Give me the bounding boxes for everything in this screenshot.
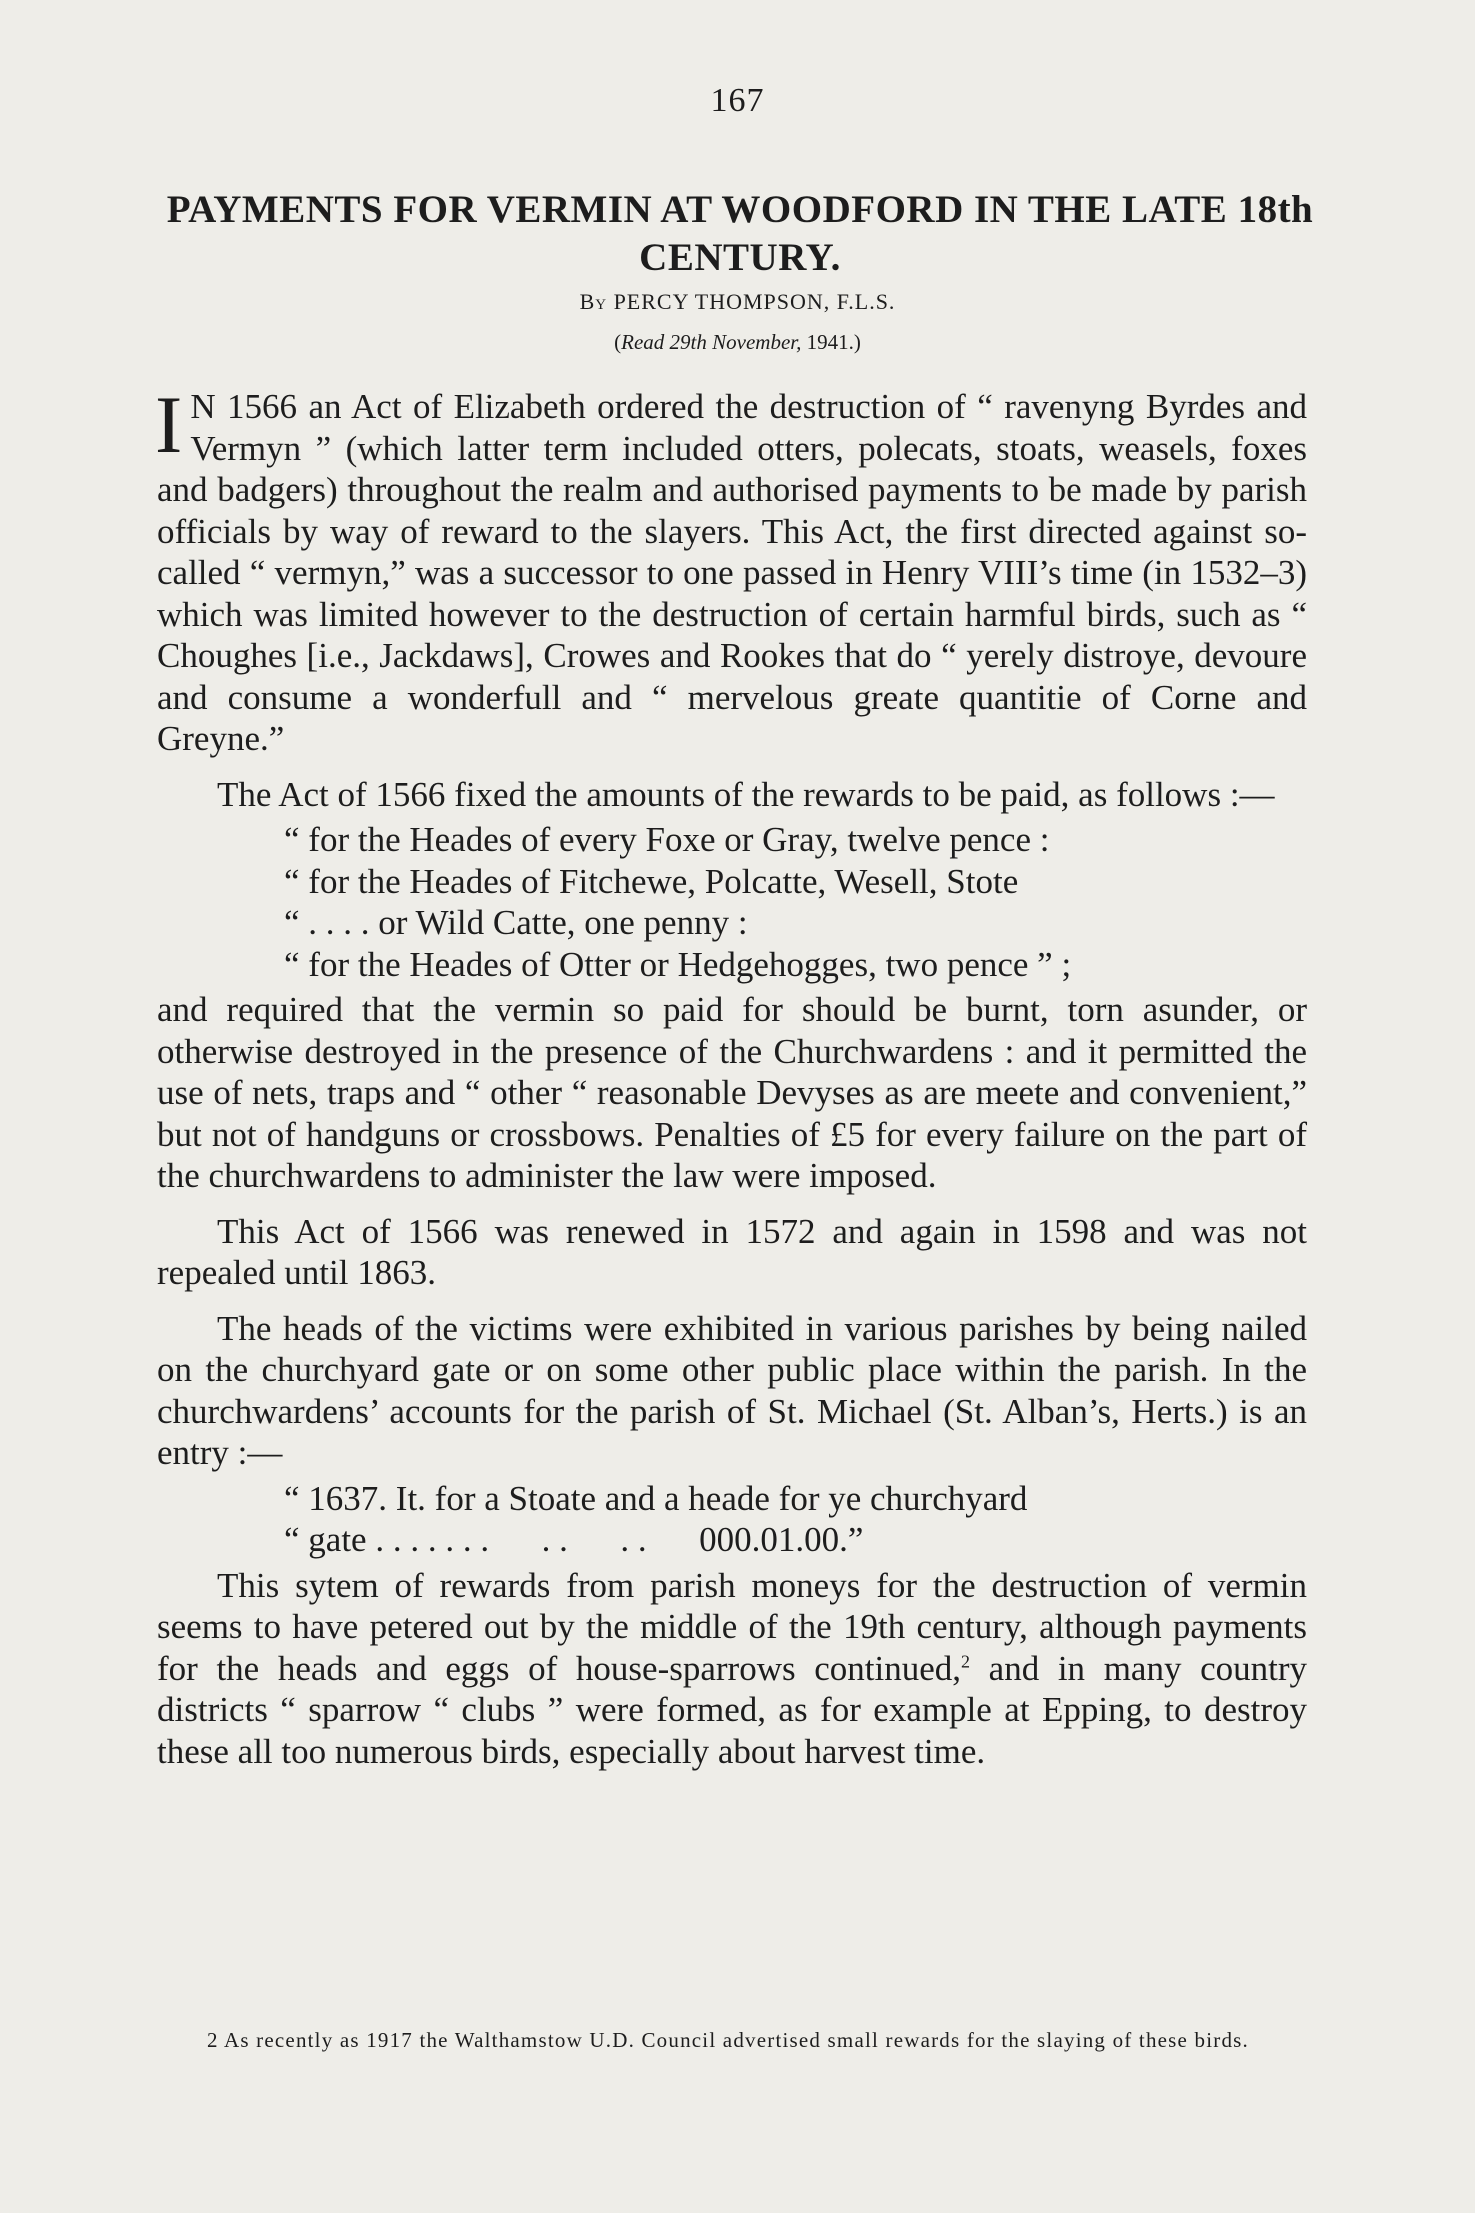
act-quotation	[157, 819, 1307, 985]
article-title: PAYMENTS FOR VERMIN AT WOODFORD IN THE LATE 18th CENTURY.	[166, 188, 1314, 279]
quote-line: “ gate . . . . . . . . . . . 000.01.00.”	[284, 1520, 864, 1559]
paragraph-1	[155, 379, 1307, 760]
paragraph-4: This Act of 1566 was renewed in 1572 and again in 1598 and was not repealed until 1863.	[157, 1211, 1307, 1292]
footnote-text: As recently as 1917 the Walthamstow U.D. Council advertised small rewards for the slaying of these birds.	[218, 2028, 1249, 2052]
paragraph-6-text-b: and in many country districts “ sparrow “ clubs ” were formed, as for example at Epping, to destroy these all too numerous birds, especially about harvest time.	[157, 1648, 1307, 1771]
quote-line: “ for the Heades of every Foxe or Gray, twelve pence :	[284, 820, 1050, 859]
quote-line: “ . . . . or Wild Catte, one penny :	[284, 903, 748, 942]
paragraph-2: The Act of 1566 fixed the amounts of the rewards to be paid, as follows :—	[217, 774, 1275, 814]
page-number: 167	[710, 82, 765, 119]
paragraph-6	[157, 1565, 1307, 1773]
quote-line: “ for the Heades of Otter or Hedgehogges, two pence ” ;	[284, 944, 1072, 984]
paragraph-5: The heads of the victims were exhibited in various parishes by being nailed on the churchyard gate or on some other public place within the parish. In the churchwardens’ accounts for the parish of St. Michael (St. Alban’s, Herts.) is an entry :—	[157, 1308, 1307, 1472]
read-date-open: (	[614, 330, 622, 354]
read-date-italic: Read 29th November,	[621, 330, 802, 354]
read-date	[0, 330, 1475, 355]
author-byline: By PERCY THOMPSON, F.L.S.	[579, 289, 896, 314]
paragraph-6-text-a: This sytem of rewards from parish moneys for the destruction of vermin seems to have petered out by the middle of the 19th century, although payments for the heads and eggs of house-sparrows continued,	[157, 1565, 1307, 1688]
paragraph-3: and required that the vermin so paid for should be burnt, torn asunder, or otherwise destroyed in the presence of the Churchwardens : and it permitted the use of nets, traps and “ other “ reasonable Devyses as are meete and convenient,” but not of handguns or crossbows. Penalties of £5 for every failure on the part of the churchwardens to administer the law were imposed.	[157, 990, 1307, 1195]
paragraph-1-text: N 1566 an Act of Elizabeth ordered the destruction of “ ravenyng Byrdes and Vermyn ” (which latter term included otters, polecats, stoats, weasels, foxes and badgers) throughout the realm and authorised payments to be made by parish officials by way of reward to the slayers. This Act, the first directed against so-called “ vermyn,” was a successor to one passed in Henry VIII’s time (in 1532–3) which was limited however to the destruction of certain harmful birds, such as “ Choughes [i.e., Jackdaws], Crowes and Rookes that do “ yerely distroye, devoure and consume a wonderfull and “ mervelous greate quantitie of Corne and Greyne.”	[157, 387, 1307, 758]
article-body	[155, 379, 1307, 1772]
accounts-quotation	[157, 1478, 1307, 1561]
footnote	[157, 2027, 1307, 2053]
footnote-reference: 2	[961, 1650, 971, 1671]
drop-cap: I	[155, 379, 183, 470]
footnote-number: 2	[207, 2028, 219, 2052]
read-date-rest: 1941.)	[801, 330, 861, 354]
quote-line: “ for the Heades of Fitchewe, Polcatte, Wesell, Stote	[284, 861, 1019, 901]
quote-line: “ 1637. It. for a Stoate and a heade for ye churchyard	[284, 1478, 1028, 1518]
